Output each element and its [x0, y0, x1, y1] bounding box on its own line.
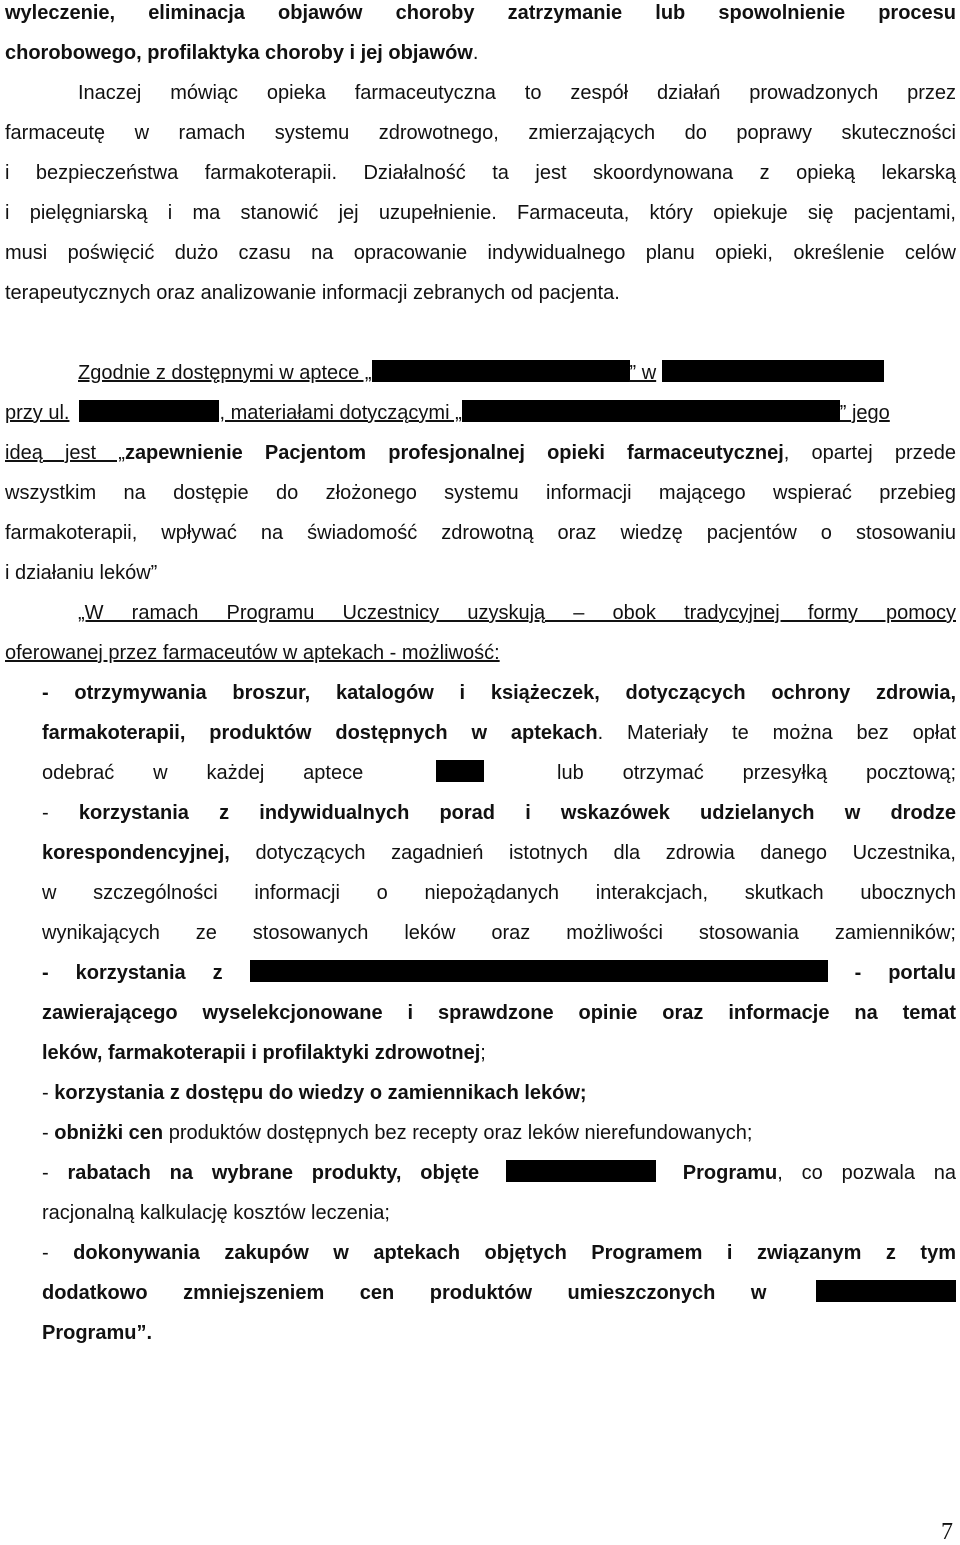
- li5-dash: -: [42, 1122, 49, 1144]
- p2-l3-rest: , opartej przede: [783, 442, 956, 464]
- p1-l2-rest: .: [472, 42, 479, 64]
- list-item-1-line-2: [42, 720, 956, 760]
- list-item-1-line-3: [42, 760, 956, 800]
- li7-l2-bold: dodatkowo zmniejszeniem cen produktów umieszczonych w: [42, 1282, 767, 1304]
- p1-line-3: Inaczej mówiąc opieka farmaceutyczna to zespół działań prowadzonych przez: [78, 82, 956, 104]
- list-item-7-line-3: Programu”.: [42, 1322, 153, 1344]
- list-item-2-line-4: wynikających ze stosowanych leków oraz możliwości stosowania zamienników;: [42, 922, 956, 944]
- li6-dash: -: [42, 1162, 49, 1184]
- li1-l2-bold: farmakoterapii, produktów dostępnych w aptekach: [42, 722, 598, 744]
- li1-l3-a: odebrać w każdej aptece: [42, 762, 364, 784]
- p3-line-1: „W ramach Programu Uczestnicy uzyskują – obok tradycyjnej formy pomocy: [78, 602, 956, 624]
- p2-l2-a: przy ul.: [5, 402, 70, 424]
- p1-l1-bold: wyleczenie, eliminacja objawów choroby zatrzymanie lub spowolnienie procesu: [5, 2, 956, 24]
- list-item-4: [42, 1080, 956, 1120]
- li4-bold: korzystania z dostępu do wiedzy o zamiennikach leków;: [54, 1082, 587, 1104]
- list-item-6-line-2: racjonalną kalkulację kosztów leczenia;: [42, 1202, 390, 1224]
- p3-line-2: oferowanej przez farmaceutów w aptekach - możliwość:: [5, 642, 500, 664]
- list-item-2-line-2: [42, 840, 956, 880]
- p2-l1-b: ” w: [629, 362, 657, 384]
- li1-l3-b: lub otrzymać przesyłką pocztową;: [557, 762, 956, 784]
- p1-line-5: i bezpieczeństwa farmakoterapii. Działalność ta jest skoordynowana z opieką lekarską: [5, 162, 956, 184]
- li3-l1-a: - korzystania z: [42, 962, 223, 984]
- page-number: 7: [941, 1519, 953, 1545]
- p2-l3-a: ideą jest „: [5, 442, 125, 464]
- li3-l1-b: - portalu: [854, 962, 956, 984]
- list-item-7-line-2: [42, 1280, 956, 1320]
- list-item-3-line-3: [42, 1040, 956, 1080]
- redaction-block: [436, 760, 484, 782]
- list-item-3-line-2: zawierającego wyselekcjonowane i sprawdzone opinie oraz informacje na temat: [42, 1002, 956, 1024]
- li4-dash: -: [42, 1082, 49, 1104]
- p2-line-2: [5, 400, 956, 440]
- li1-l2-rest: . Materiały te można bez opłat: [597, 722, 957, 744]
- redaction-block: [250, 960, 828, 982]
- list-item-7-line-1: [42, 1240, 956, 1280]
- li6-l1-bold2: Programu: [682, 1162, 778, 1184]
- li2-l1-bold: korzystania z indywidualnych porad i wskazówek udzielanych w drodze: [78, 802, 956, 824]
- p1-line-8: terapeutycznych oraz analizowanie informacji zebranych od pacjenta.: [5, 282, 620, 304]
- list-item-6-line-1: [42, 1160, 956, 1200]
- redaction-block: [662, 360, 884, 382]
- redaction-block: [462, 400, 840, 422]
- li2-l2-bold: korespondencyjnej,: [42, 842, 230, 864]
- p2-line-3: [5, 440, 956, 480]
- li2-dash: -: [42, 802, 49, 824]
- li6-l1-bold: rabatach na wybrane produkty, objęte: [67, 1162, 480, 1184]
- list-item-3-line-1: [42, 960, 956, 1000]
- p1-line-1: [5, 0, 956, 40]
- list-item-2-line-1: [42, 800, 956, 840]
- p2-l2-b: , materiałami dotyczącymi „: [219, 402, 462, 424]
- li5-rest: produktów dostępnych bez recepty oraz leków nierefundowanych;: [168, 1122, 753, 1144]
- p2-line-6: i działaniu leków”: [5, 562, 158, 584]
- p2-line-4: wszystkim na dostępie do złożonego systemu informacji mającego wspierać przebieg: [5, 482, 956, 504]
- li7-l1-bold: dokonywania zakupów w aptekach objętych Programem i związanym z tym: [73, 1242, 956, 1264]
- p2-line-1: [78, 360, 956, 400]
- list-item-1-line-1: - otrzymywania broszur, katalogów i książeczek, dotyczących ochrony zdrowia,: [42, 682, 956, 704]
- p1-line-4: farmaceutę w ramach systemu zdrowotnego, zmierzających do poprawy skuteczności: [5, 122, 956, 144]
- p1-line-7: musi poświęcić dużo czasu na opracowanie indywidualnego planu opieki, określenie celów: [5, 242, 956, 264]
- redaction-block: [79, 400, 219, 422]
- p1-line-6: i pielęgniarską i ma stanowić jej uzupełnienie. Farmaceuta, który opiekuje się pacjentami,: [5, 202, 956, 224]
- p1-line-2: [5, 40, 956, 80]
- p2-line-5: farmakoterapii, wpływać na świadomość zdrowotną oraz wiedzę pacjentów o stosowaniu: [5, 522, 956, 544]
- redaction-block: [372, 360, 630, 382]
- li7-dash: -: [42, 1242, 49, 1264]
- p2-l3-bold: zapewnienie Pacjentom profesjonalnej opieki farmaceutycznej: [124, 442, 784, 464]
- redaction-block: [816, 1280, 956, 1302]
- li3-l3-bold: leków, farmakoterapii i profilaktyki zdrowotnej: [42, 1042, 481, 1064]
- li5-bold: obniżki cen: [54, 1122, 164, 1144]
- list-item-2-line-3: w szczególności informacji o niepożądanych interakcjach, skutkach ubocznych: [42, 882, 956, 904]
- p2-l1-a: Zgodnie z dostępnymi w aptece „: [78, 362, 372, 384]
- p1-l2-bold: chorobowego, profilaktyka choroby i jej objawów: [5, 42, 473, 64]
- li3-l3-rest: ;: [480, 1042, 486, 1064]
- li6-l1-rest: , co pozwala na: [777, 1162, 957, 1184]
- p2-l2-c: ” jego: [839, 402, 890, 424]
- redaction-block: [506, 1160, 656, 1182]
- list-item-5: [42, 1120, 956, 1160]
- li2-l2-rest: dotyczących zagadnień istotnych dla zdrowia danego Uczestnika,: [255, 842, 956, 864]
